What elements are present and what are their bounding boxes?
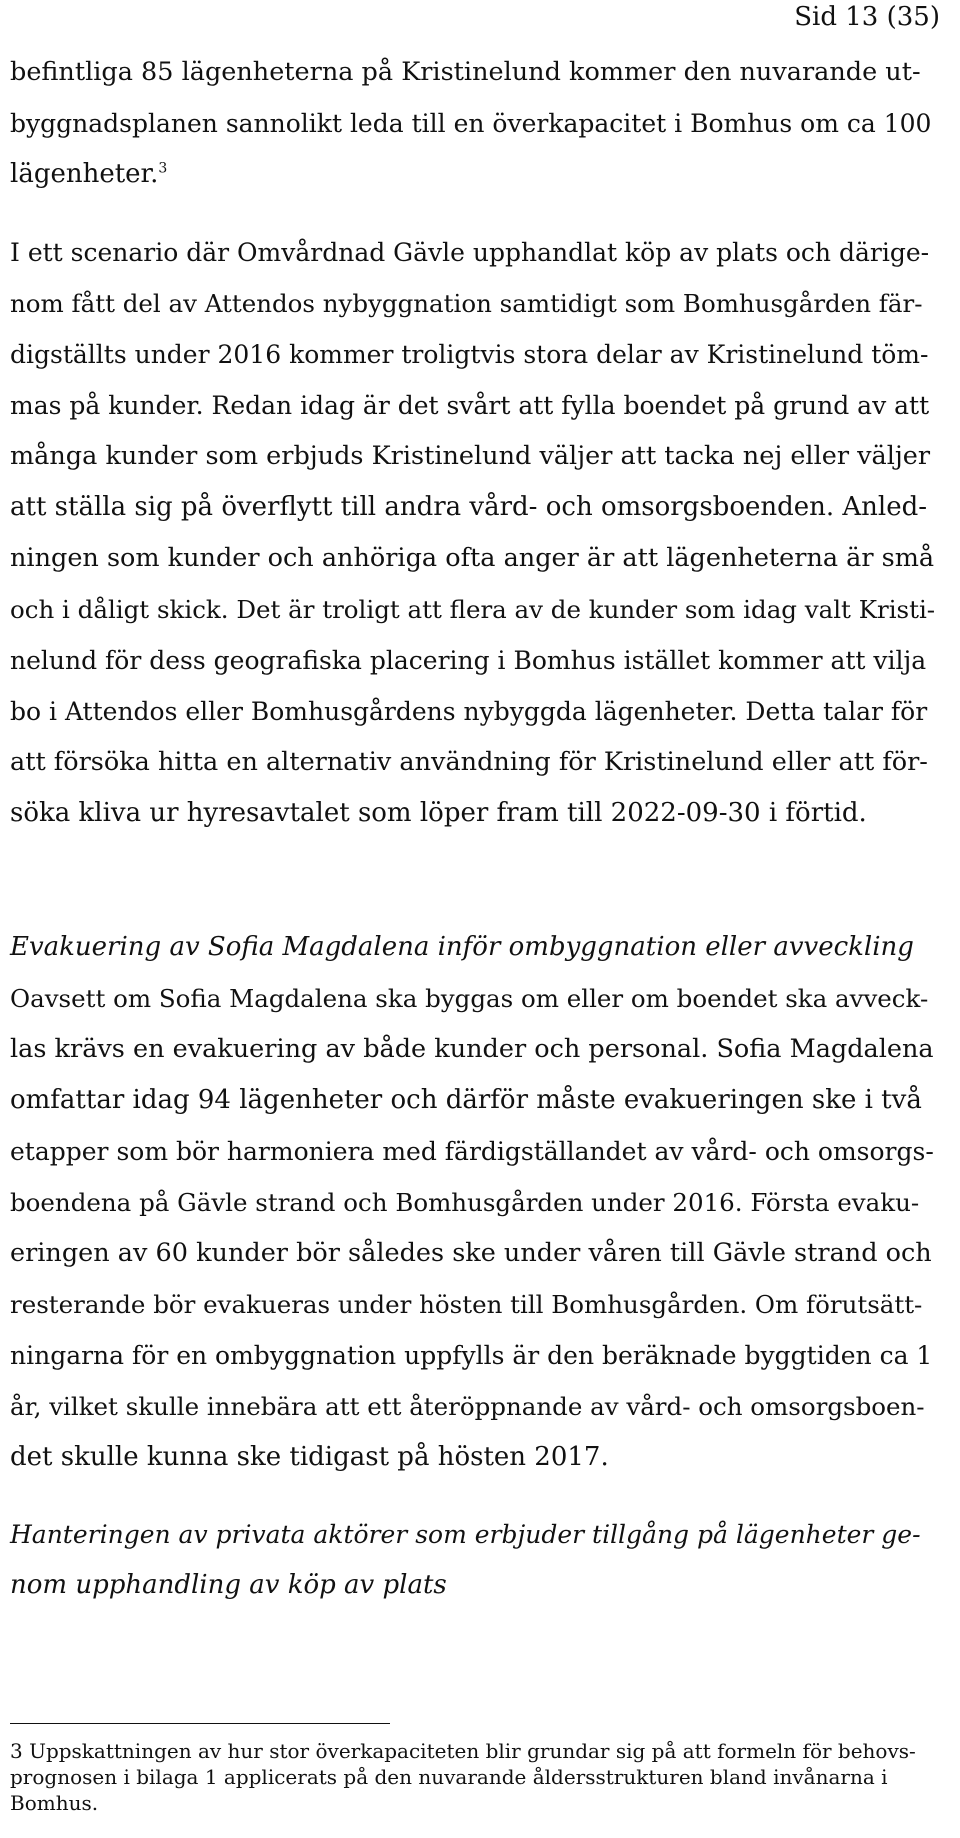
section-heading: Hanteringen av privata aktörer som erbjuder tillgång på lägenheter ge- xyxy=(10,1520,921,1549)
section-evacuation xyxy=(10,922,934,1483)
text-line: ningen som kunder och anhöriga ofta anger är att lägenheterna är små xyxy=(10,543,935,573)
text-line: många kunder som erbjuds Kristinelund väljer att tacka nej eller väljer xyxy=(10,441,931,471)
text-line: boendena på Gävle strand och Bomhusgården under 2016. Första evaku- xyxy=(10,1188,920,1217)
text-line: ningarna för en ombyggnation uppfylls är den beräknade byggtiden ca 1 xyxy=(10,1341,933,1370)
text-line: Oavsett om Sofia Magdalena ska byggas om eller om boendet ska avveck- xyxy=(10,984,929,1013)
text-line: omfattar idag 94 lägenheter och därför måste evakueringen ske i två xyxy=(10,1085,922,1115)
paragraph-overcapacity xyxy=(10,47,930,200)
footnote-line: prognosen i bilaga 1 applicerats på den nuvarande åldersstrukturen bland invånarna i xyxy=(10,1765,888,1789)
section-heading: Evakuering av Sofia Magdalena inför ombyggnation eller avveckling xyxy=(10,932,914,962)
text-line: bo i Attendos eller Bomhusgårdens nybyggda lägenheter. Detta talar för xyxy=(10,697,928,726)
page-number: Sid 13 (35) xyxy=(794,2,940,32)
footnote xyxy=(10,1738,930,1816)
text-line: att ställa sig på överflytt till andra vård- och omsorgsboenden. Anled- xyxy=(10,492,928,522)
text-line: I ett scenario där Omvårdnad Gävle upphandlat köp av plats och därige- xyxy=(10,238,930,267)
footnote-line: 3 Uppskattningen av hur stor överkapaciteten blir grundar sig på att formeln för behovs- xyxy=(10,1739,916,1763)
footnote-line: Bomhus. xyxy=(10,1791,99,1815)
text-line: byggnadsplanen sannolikt leda till en överkapacitet i Bomhus om ca 100 xyxy=(10,109,932,138)
text-line: resterande bör evakueras under hösten till Bomhusgården. Om förutsätt- xyxy=(10,1290,923,1319)
text-line xyxy=(10,149,930,200)
text-line: söka kliva ur hyresavtalet som löper fram till 2022-09-30 i förtid. xyxy=(10,798,867,828)
text-line: mas på kunder. Redan idag är det svårt att fylla boendet på grund av att xyxy=(10,391,930,420)
text-line: befintliga 85 lägenheterna på Kristinelund kommer den nuvarande ut- xyxy=(10,57,921,87)
text-line: nom fått del av Attendos nybyggnation samtidigt som Bomhusgården fär- xyxy=(10,289,923,318)
footnote-reference[interactable]: 3 xyxy=(158,160,168,177)
text-line: las krävs en evakuering av både kunder och personal. Sofia Magdalena xyxy=(10,1034,934,1064)
text-line: eringen av 60 kunder bör således ske under våren till Gävle strand och xyxy=(10,1238,932,1268)
text-line: etapper som bör harmoniera med färdigställandet av vård- och omsorgs- xyxy=(10,1137,934,1166)
paragraph-kristinelund-scenario xyxy=(10,227,936,839)
section-heading: nom upphandling av köp av plats xyxy=(10,1570,447,1600)
section-private-providers xyxy=(10,1509,930,1611)
text-line: det skulle kunna ske tidigast på hösten 2017. xyxy=(10,1442,609,1472)
text-line: nelund för dess geografiska placering i Bomhus istället kommer att vilja xyxy=(10,646,927,675)
footnote-divider xyxy=(10,1723,390,1724)
text-line: digställts under 2016 kommer troligtvis stora delar av Kristinelund töm- xyxy=(10,340,929,369)
text-line: att försöka hitta en alternativ användning för Kristinelund eller att för- xyxy=(10,747,928,777)
text-line: år, vilket skulle innebära att ett återöppnande av vård- och omsorgsboen- xyxy=(10,1392,925,1421)
text-line: och i dåligt skick. Det är troligt att flera av de kunder som idag valt Kristi- xyxy=(10,595,936,624)
text-line-content: lägenheter. xyxy=(10,159,159,189)
